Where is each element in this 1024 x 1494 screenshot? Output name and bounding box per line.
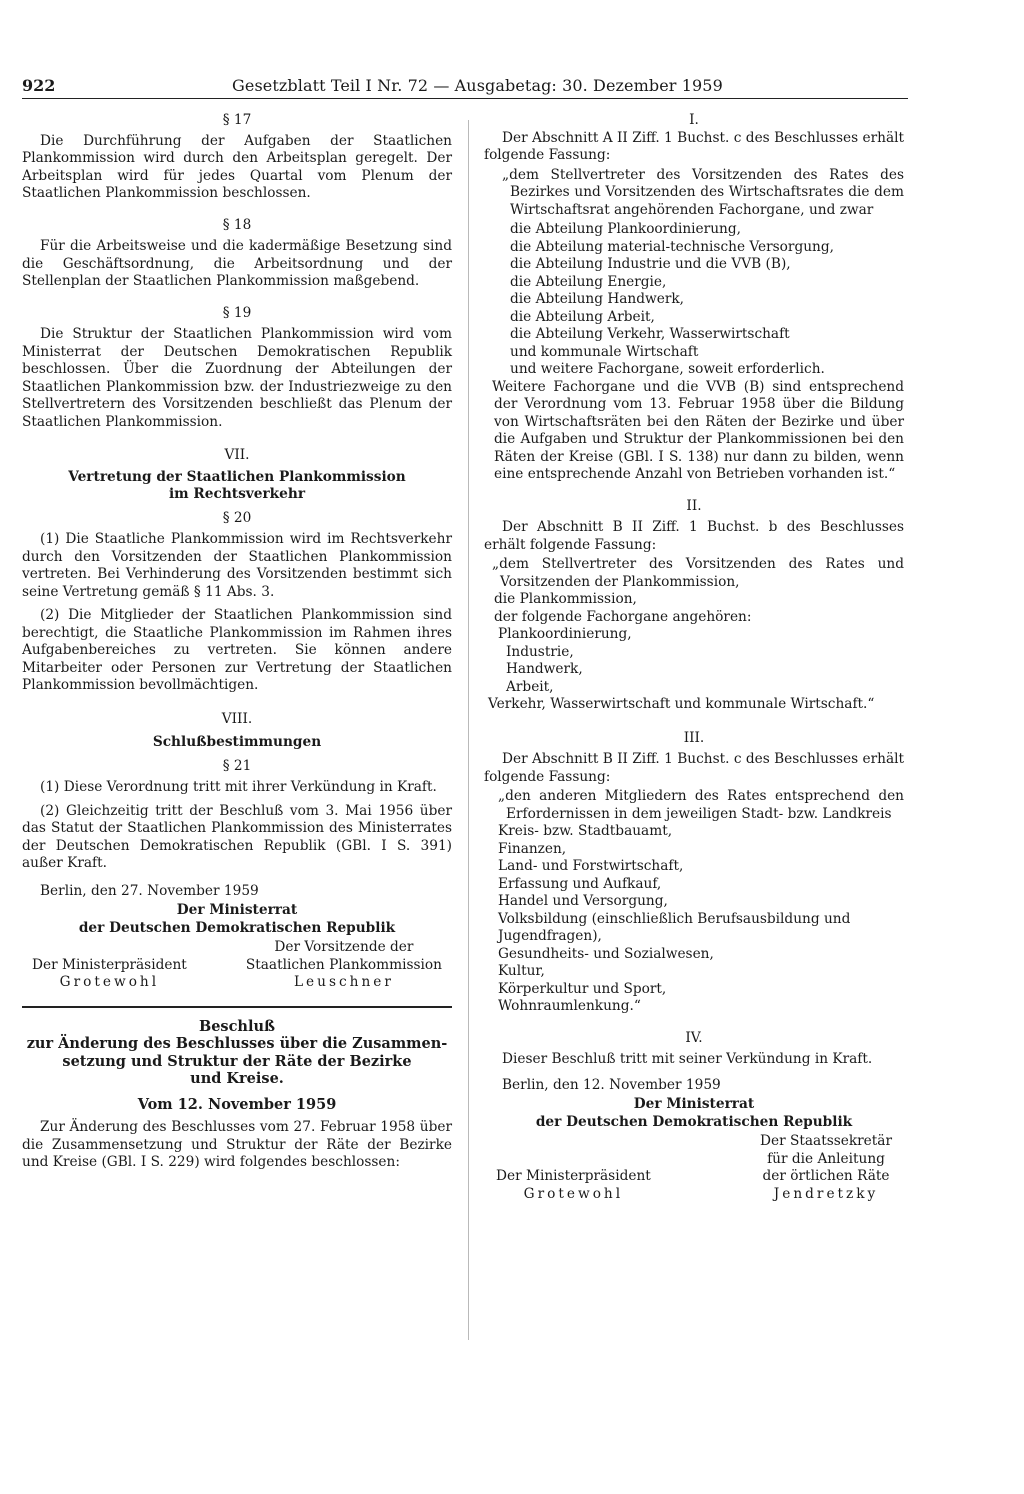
signatory-title: der örtlichen Räte	[762, 1168, 890, 1184]
section-20-paragraph-1: (1) Die Staatliche Plankommission wird im Rechtsverkehr durch den Vorsitzenden der Staatlichen Plankommission vertreten. Bei Verhinderung des Vorsitzenden bestimmt sich seine Vertretung gemäß § 11 Abs. 3.	[22, 531, 452, 600]
list-item: Arbeit,	[506, 678, 554, 695]
list-item: die Abteilung Arbeit,	[510, 308, 655, 325]
signature-right	[760, 1133, 892, 1203]
list-item: und weitere Fachorgane, soweit erforderlich.	[510, 361, 825, 377]
list-item: Finanzen,	[498, 840, 567, 857]
signature-org-1: Der Ministerrat	[176, 902, 298, 918]
part-iii-numeral: III.	[683, 729, 705, 746]
signatory-name: Leuschner	[293, 974, 394, 990]
part-vii-numeral: VII.	[224, 447, 250, 463]
signatory-title: Der Vorsitzende der	[274, 939, 414, 955]
list-item: Plankoordinierung,	[498, 626, 632, 642]
list-item: Land- und Forstwirtschaft,	[498, 858, 684, 874]
decision-title-2: zur Änderung des Beschlusses über die Zusammen-	[26, 1035, 448, 1052]
list-item: Handwerk,	[506, 661, 583, 677]
list-item: die Abteilung Energie,	[510, 273, 667, 290]
signature-left	[496, 1168, 651, 1203]
part-iii-quote: „den anderen Mitgliedern des Rates entsprechend den Erfordernissen in dem jeweiligen Stadt- bzw. Landkreis	[498, 788, 904, 822]
part-i-numeral: I.	[689, 112, 699, 128]
decision-date: Vom 12. November 1959	[137, 1095, 337, 1113]
list-item: Volksbildung (einschließlich Berufsausbildung und Jugendfragen),	[498, 910, 851, 944]
signatory-name: Grotewohl	[59, 974, 160, 990]
section-17-text: Die Durchführung der Aufgaben der Staatlichen Plankommission wird durch den Arbeitsplan geregelt. Der Arbeitsplan wird für jedes Quartal vom Plenum der Staatlichen Plankommission beschlossen.	[22, 132, 452, 201]
part-viii-title: Schlußbestimmungen	[152, 734, 322, 750]
section-20-heading: § 20	[222, 509, 252, 526]
signature-block	[484, 1133, 904, 1203]
section-17-heading: § 17	[222, 112, 252, 128]
signatory-title: Der Ministerpräsident	[496, 1168, 651, 1184]
part-ii-quote: „dem Stellvertreter des Vorsitzenden des Rates und Vorsitzenden der Plankommission,	[492, 556, 904, 590]
section-20-paragraph-2: (2) Die Mitglieder der Staatlichen Plankommission sind berechtigt, die Staatliche Plankommission im Rahmen ihres Aufgabenbereiches zu vertreten. Sie können andere Mitarbeiter oder Personen zur Vertretung der Staatlichen Plankommission bevollmächtigen.	[22, 607, 452, 693]
list-item: und kommunale Wirtschaft	[510, 343, 699, 360]
part-ii-list	[484, 626, 904, 696]
part-iii-list	[484, 823, 904, 1016]
section-21-heading: § 21	[222, 757, 252, 774]
part-i-intro: Der Abschnitt A II Ziff. 1 Buchst. c des Beschlusses erhält folgende Fassung:	[484, 129, 904, 163]
list-item: Kultur,	[498, 963, 545, 979]
section-18-text: Für die Arbeitsweise und die kadermäßige Besetzung sind die Geschäftsordnung, die Arbeitsordnung und der Stellenplan der Staatlichen Plankommission maßgebend.	[22, 238, 452, 289]
part-ii-intro: Der Abschnitt B II Ziff. 1 Buchst. b des Beschlusses erhält folgende Fassung:	[484, 519, 904, 553]
part-ii-line: die Plankommission,	[494, 591, 637, 607]
decision-title-4: und Kreise.	[190, 1070, 284, 1087]
signature-right	[246, 939, 442, 992]
decision-intro: Zur Änderung des Beschlusses vom 27. Februar 1958 über die Zusammensetzung und Struktur der Räte der Bezirke und Kreise (GBl. I S. 229) wird folgendes beschlossen:	[22, 1119, 452, 1170]
signature-block	[22, 939, 452, 992]
decision-title-3: setzung und Struktur der Räte der Bezirke	[62, 1052, 412, 1070]
part-i-closing: Weitere Fachorgane und die VVB (B) sind entsprechend der Verordnung vom 13. Februar 1958 über die Bildung von Wirtschaftsräten bei den Räten der Bezirke und über die Aufgaben und Struktur der Plankommissionen bei den Räten der Kreise (GBl. I S. 138) nur dann zu bilden, wenn eine entsprechende Anzahl von Betrieben vorhanden ist.“	[492, 378, 904, 482]
signature-org-2: der Deutschen Demokratischen Republik	[78, 919, 396, 936]
part-vii-title-1: Vertretung der Staatlichen Plankommission	[68, 468, 406, 485]
list-item: die Abteilung Industrie und die VVB (B),	[510, 256, 791, 272]
page-header	[22, 76, 908, 99]
list-item: Erfassung und Aufkauf,	[498, 875, 662, 892]
signatory-title: Staatlichen Plankommission	[245, 956, 442, 973]
left-column	[22, 112, 452, 1172]
column-divider	[468, 120, 469, 1340]
section-19-heading: § 19	[222, 304, 252, 321]
part-ii-numeral: II.	[686, 497, 702, 514]
list-item: die Abteilung Handwerk,	[510, 291, 685, 307]
section-18-heading: § 18	[222, 216, 252, 233]
section-21-paragraph-1: (1) Diese Verordnung tritt mit ihrer Verkündung in Kraft.	[40, 779, 437, 795]
list-item: Gesundheits- und Sozialwesen,	[498, 945, 714, 962]
part-ii-line: der folgende Fachorgane angehören:	[494, 608, 752, 625]
signatory-name: Jendretzky	[773, 1185, 879, 1202]
signature-place-date: Berlin, den 27. November 1959	[40, 882, 259, 899]
part-viii-numeral: VIII.	[221, 710, 253, 727]
signatory-title: Der Staatssekretär	[760, 1133, 892, 1149]
signatory-name: Grotewohl	[523, 1185, 624, 1202]
section-21-paragraph-2: (2) Gleichzeitig tritt der Beschluß vom 3. Mai 1956 über das Statut der Staatlichen Plankommission des Ministerrates der Deutschen Demokratischen Republik (GBl. I S. 391) außer Kraft.	[22, 802, 452, 871]
signature-place-date: Berlin, den 12. November 1959	[502, 1076, 721, 1093]
list-item: Wohnraumlenkung.“	[498, 998, 641, 1014]
signature-org-2: der Deutschen Demokratischen Republik	[535, 1113, 853, 1130]
right-column	[484, 112, 904, 1203]
list-item: Handel und Versorgung,	[498, 893, 668, 909]
decision-title-1: Beschluß	[198, 1017, 276, 1035]
list-item: Körperkultur und Sport,	[498, 980, 667, 997]
part-iii-intro: Der Abschnitt B II Ziff. 1 Buchst. c des Beschlusses erhält folgende Fassung:	[484, 751, 904, 785]
part-iv-text: Dieser Beschluß tritt mit seiner Verkündung in Kraft.	[502, 1051, 873, 1067]
signature-org-1: Der Ministerrat	[633, 1096, 755, 1112]
page-number: 922	[22, 76, 56, 95]
list-item: die Abteilung Verkehr, Wasserwirtschaft	[510, 326, 790, 342]
list-item: die Abteilung material-technische Versorgung,	[510, 238, 834, 255]
header-title: Gesetzblatt Teil I Nr. 72 — Ausgabetag: 30. Dezember 1959	[232, 76, 723, 95]
list-item: die Abteilung Plankoordinierung,	[510, 221, 741, 237]
signatory-title: Der Ministerpräsident	[32, 956, 187, 973]
part-vii-title-2: im Rechtsverkehr	[168, 486, 306, 502]
section-19-text: Die Struktur der Staatlichen Plankommission wird vom Ministerrat der Deutschen Demokratischen Republik beschlossen. Über die Zuordnung der Abteilungen der Staatlichen Plankommission bzw. der Industriezweige zu den Stellvertretern des Vorsitzenden beschließt das Plenum der Staatlichen Plankommission.	[22, 326, 452, 430]
signatory-title: für die Anleitung	[767, 1150, 885, 1167]
part-i-list	[484, 221, 904, 379]
part-ii-closing: Verkehr, Wasserwirtschaft und kommunale Wirtschaft.“	[488, 696, 875, 712]
list-item: Kreis- bzw. Stadtbauamt,	[498, 823, 673, 839]
part-iv-numeral: IV.	[685, 1029, 703, 1046]
list-item: Industrie,	[506, 643, 574, 660]
part-i-quote: „dem Stellvertreter des Vorsitzenden des Rates des Bezirkes und Vorsitzenden des Wirtschaftsrates die dem Wirtschaftsrat angehörenden Fachorgane, und zwar	[502, 166, 904, 218]
signature-left	[32, 957, 187, 992]
section-separator	[22, 1006, 452, 1008]
